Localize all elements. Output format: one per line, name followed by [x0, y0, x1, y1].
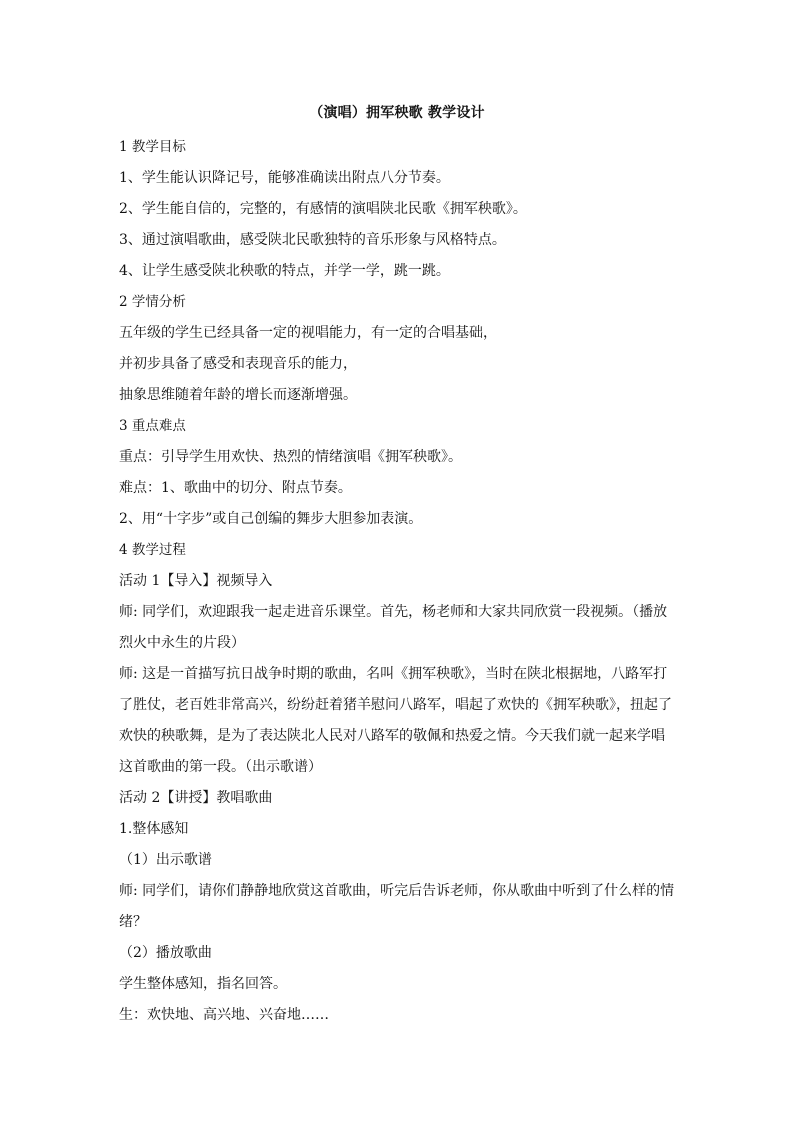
- paragraph: 重点：引导学生用欢快、热烈的情绪演唱《拥军秧歌》。: [119, 449, 462, 465]
- paragraph: 学生整体感知，指名回答。: [119, 976, 287, 992]
- activity-heading: 活动 1【导入】视频导入: [119, 573, 273, 589]
- paragraph: 3、通过演唱歌曲，感受陕北民歌独特的音乐形象与风格特点。: [119, 232, 506, 248]
- paragraph: 师: 同学们，请你们静静地欣赏这首歌曲，听完后告诉老师，你从歌曲中听到了什么样的情绪？: [119, 883, 675, 930]
- paragraph: 五年级的学生已经具备一定的视唱能力，有一定的合唱基础，: [119, 325, 497, 341]
- document-title: （演唱）拥军秧歌 教学设计: [309, 105, 485, 121]
- paragraph: 4、让学生感受陕北秧歌的特点，并学一学，跳一跳。: [119, 263, 450, 279]
- paragraph: 师: 这是一首描写抗日战争时期的歌曲，名叫《拥军秧歌》，当时在陕北根据地，八路军打了胜仗，老百姓非常高兴，纷纷赶着猪羊慰问八路军，唱起了欢快的《拥军秧歌》，扭起了欢快的秧歌舞，是为了表达陕北人民对八路军的敬佩和热爱之情。今天我们就一起来学唱这首歌曲的第一段。（出示歌谱）: [119, 666, 672, 775]
- paragraph: 抽象思维随着年龄的增长而逐渐增强。: [119, 387, 357, 403]
- paragraph: 并初步具备了感受和表现音乐的能力，: [119, 356, 357, 372]
- paragraph: 1.整体感知: [119, 821, 189, 837]
- section-heading-process: 4 教学过程: [119, 542, 186, 558]
- paragraph: 2、用“十字步”或自己创编的舞步大胆参加表演。: [119, 511, 423, 527]
- paragraph: 2、学生能自信的，完整的，有感情的演唱陕北民歌《拥军秧歌》。: [119, 201, 527, 217]
- paragraph: 难点：1、歌曲中的切分、附点节奏。: [119, 480, 352, 496]
- section-heading-objectives: 1 教学目标: [119, 139, 186, 155]
- activity-heading: 活动 2【讲授】教唱歌曲: [119, 790, 273, 806]
- paragraph: （2）播放歌曲: [119, 945, 212, 961]
- paragraph: 1、学生能认识降记号，能够准确读出附点八分节奏。: [119, 170, 450, 186]
- document-body: [119, 132, 675, 1031]
- paragraph: 生：欢快地、高兴地、兴奋地……: [119, 1007, 329, 1023]
- paragraph: 师: 同学们，欢迎跟我一起走进音乐课堂。首先，杨老师和大家共同欣赏一段视频。（播放烈火中永生的片段）: [119, 604, 668, 651]
- section-heading-analysis: 2 学情分析: [119, 294, 186, 310]
- section-heading-key-points: 3 重点难点: [119, 418, 186, 434]
- paragraph: （1）出示歌谱: [119, 852, 212, 868]
